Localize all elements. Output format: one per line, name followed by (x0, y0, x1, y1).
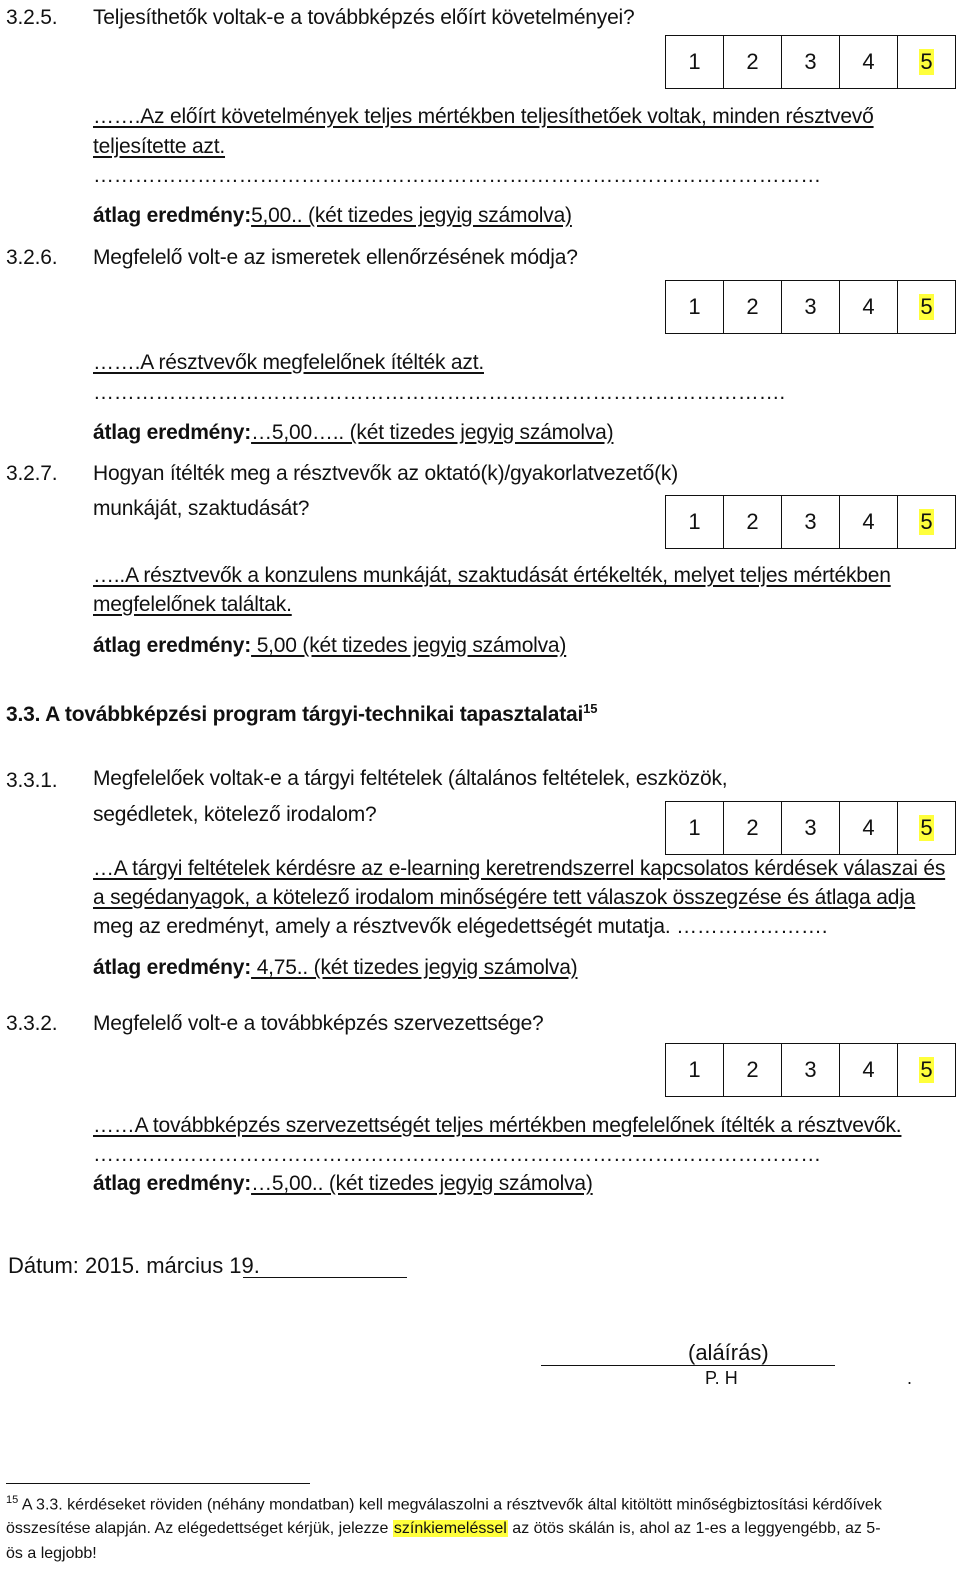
question-text: Megfelelőek voltak-e a tárgyi feltételek (általános feltételek, eszközök, (93, 767, 728, 790)
scale-cell: 2 (723, 802, 781, 854)
scale-cell: 4 (839, 802, 897, 854)
footnote-separator (6, 1483, 310, 1484)
scale-cell: 3 (781, 1044, 839, 1096)
scale-cell: 3 (781, 802, 839, 854)
question-number: 3.3.1. (6, 769, 58, 792)
answer-line: …..A résztvevők a konzulens munkáját, szaktudását értékelték, melyet teljes mértékben (93, 564, 891, 587)
scale-cell: 2 (723, 496, 781, 548)
scale-cell-selected: 5 (897, 1044, 955, 1096)
date-underline (243, 1277, 407, 1278)
footnote-line: ös a legjobb! (6, 1545, 97, 1562)
answer-line: a segédanyagok, a kötelező irodalom minőségére tett válaszok összegzése és átlaga adja (93, 886, 916, 909)
dotted-line: …………………………………………………………………………………………… (93, 164, 822, 187)
scale-cell: 2 (723, 281, 781, 333)
average-result: átlag eredmény: 5,00 (két tizedes jegyig számolva) (93, 634, 567, 657)
question-text: segédletek, kötelező irodalom? (93, 803, 377, 826)
question-number: 3.2.7. (6, 462, 58, 485)
scale-cell: 1 (688, 49, 701, 74)
answer-line: teljesítette azt. (93, 135, 226, 158)
answer-line: …….A résztvevők megfelelőnek ítélték azt. (93, 351, 484, 374)
question-number: 3.3.2. (6, 1012, 58, 1035)
signature-label: (aláírás) (688, 1340, 769, 1365)
scale-cell: 2 (723, 1044, 781, 1096)
footnote-line: összesítése alapján. Az elégedettséget kérjük, jelezze színkiemeléssel az ötös skálán is, ahol az 1-es a leggyengébb, az 5- (6, 1520, 881, 1537)
footnote-line: $^{15}$ A 3.3. kérdéseket röviden (néhány mondatban) kell megválaszolni a résztvevők által kitöltött minőségbiztosítási kérdőívek (6, 1494, 882, 1514)
scale-cell: 4 (839, 281, 897, 333)
rating-scale (665, 35, 956, 89)
question-text: Teljesíthetők voltak-e a továbbképzés előírt követelményei? (93, 6, 635, 29)
rating-scale (665, 1043, 956, 1097)
scale-cell: 2 (723, 36, 781, 88)
signature-line (541, 1365, 835, 1366)
scale-cell-selected: 5 (897, 496, 955, 548)
answer-line: ……A továbbképzés szervezettségét teljes mértékben megfelelőnek ítélték a résztvevők. (93, 1114, 902, 1137)
scale-cell: 1 (688, 1057, 701, 1082)
stamp-dot: . (907, 1368, 913, 1388)
rating-scale (665, 801, 956, 855)
dotted-line: ………………………………………………………………………………………. (93, 381, 786, 404)
answer-line: meg az eredményt, amely a résztvevők elégedettségét mutatja. …………………. (93, 915, 828, 938)
scale-cell: 3 (781, 281, 839, 333)
scale-cell: 3 (781, 496, 839, 548)
scale-cell: 3 (781, 36, 839, 88)
answer-line: …….Az előírt követelmények teljes mértékben teljesíthetőek voltak, minden résztvevő (93, 105, 874, 128)
scale-cell: 1 (688, 815, 701, 840)
scale-cell-selected: 5 (897, 281, 955, 333)
scale-cell-selected: 5 (897, 36, 955, 88)
rating-scale (665, 280, 956, 334)
scale-cell: 4 (839, 496, 897, 548)
scale-cell: 1 (688, 294, 701, 319)
answer-line: megfelelőnek találtak. (93, 593, 292, 616)
question-text: Megfelelő volt-e a továbbképzés szervezettsége? (93, 1012, 544, 1035)
average-result: átlag eredmény:…5,00.. (két tizedes jegyig számolva) (93, 1172, 593, 1195)
stamp-label: P. H (705, 1368, 738, 1388)
average-result: átlag eredmény: 4,75.. (két tizedes jegyig számolva) (93, 956, 578, 979)
dotted-line: …………………………………………………………………………………………… (93, 1143, 822, 1166)
rating-scale (665, 495, 956, 549)
answer-line: …A tárgyi feltételek kérdésre az e-learning keretrendszerrel kapcsolatos kérdések válaszai és (93, 857, 946, 880)
question-number: 3.2.6. (6, 246, 58, 269)
question-text: Hogyan ítélték meg a résztvevők az oktató(k)/gyakorlatvezető(k) (93, 462, 678, 485)
date-text: Dátum: 2015. március 19. (8, 1253, 260, 1278)
question-number: 3.2.5. (6, 6, 58, 29)
section-heading: 3.3. A továbbképzési program tárgyi-technikai tapasztalatai$^{15}$ (6, 701, 598, 726)
highlighted-word: színkiemeléssel (393, 1520, 507, 1537)
scale-cell: 4 (839, 36, 897, 88)
question-text: munkáját, szaktudását? (93, 497, 310, 520)
scale-cell: 4 (839, 1044, 897, 1096)
average-result: átlag eredmény:…5,00….. (két tizedes jegyig számolva) (93, 421, 614, 444)
question-text: Megfelelő volt-e az ismeretek ellenőrzésének módja? (93, 246, 578, 269)
scale-cell: 1 (688, 509, 701, 534)
average-result: átlag eredmény:5,00.. (két tizedes jegyig számolva) (93, 204, 572, 227)
scale-cell-selected: 5 (897, 802, 955, 854)
